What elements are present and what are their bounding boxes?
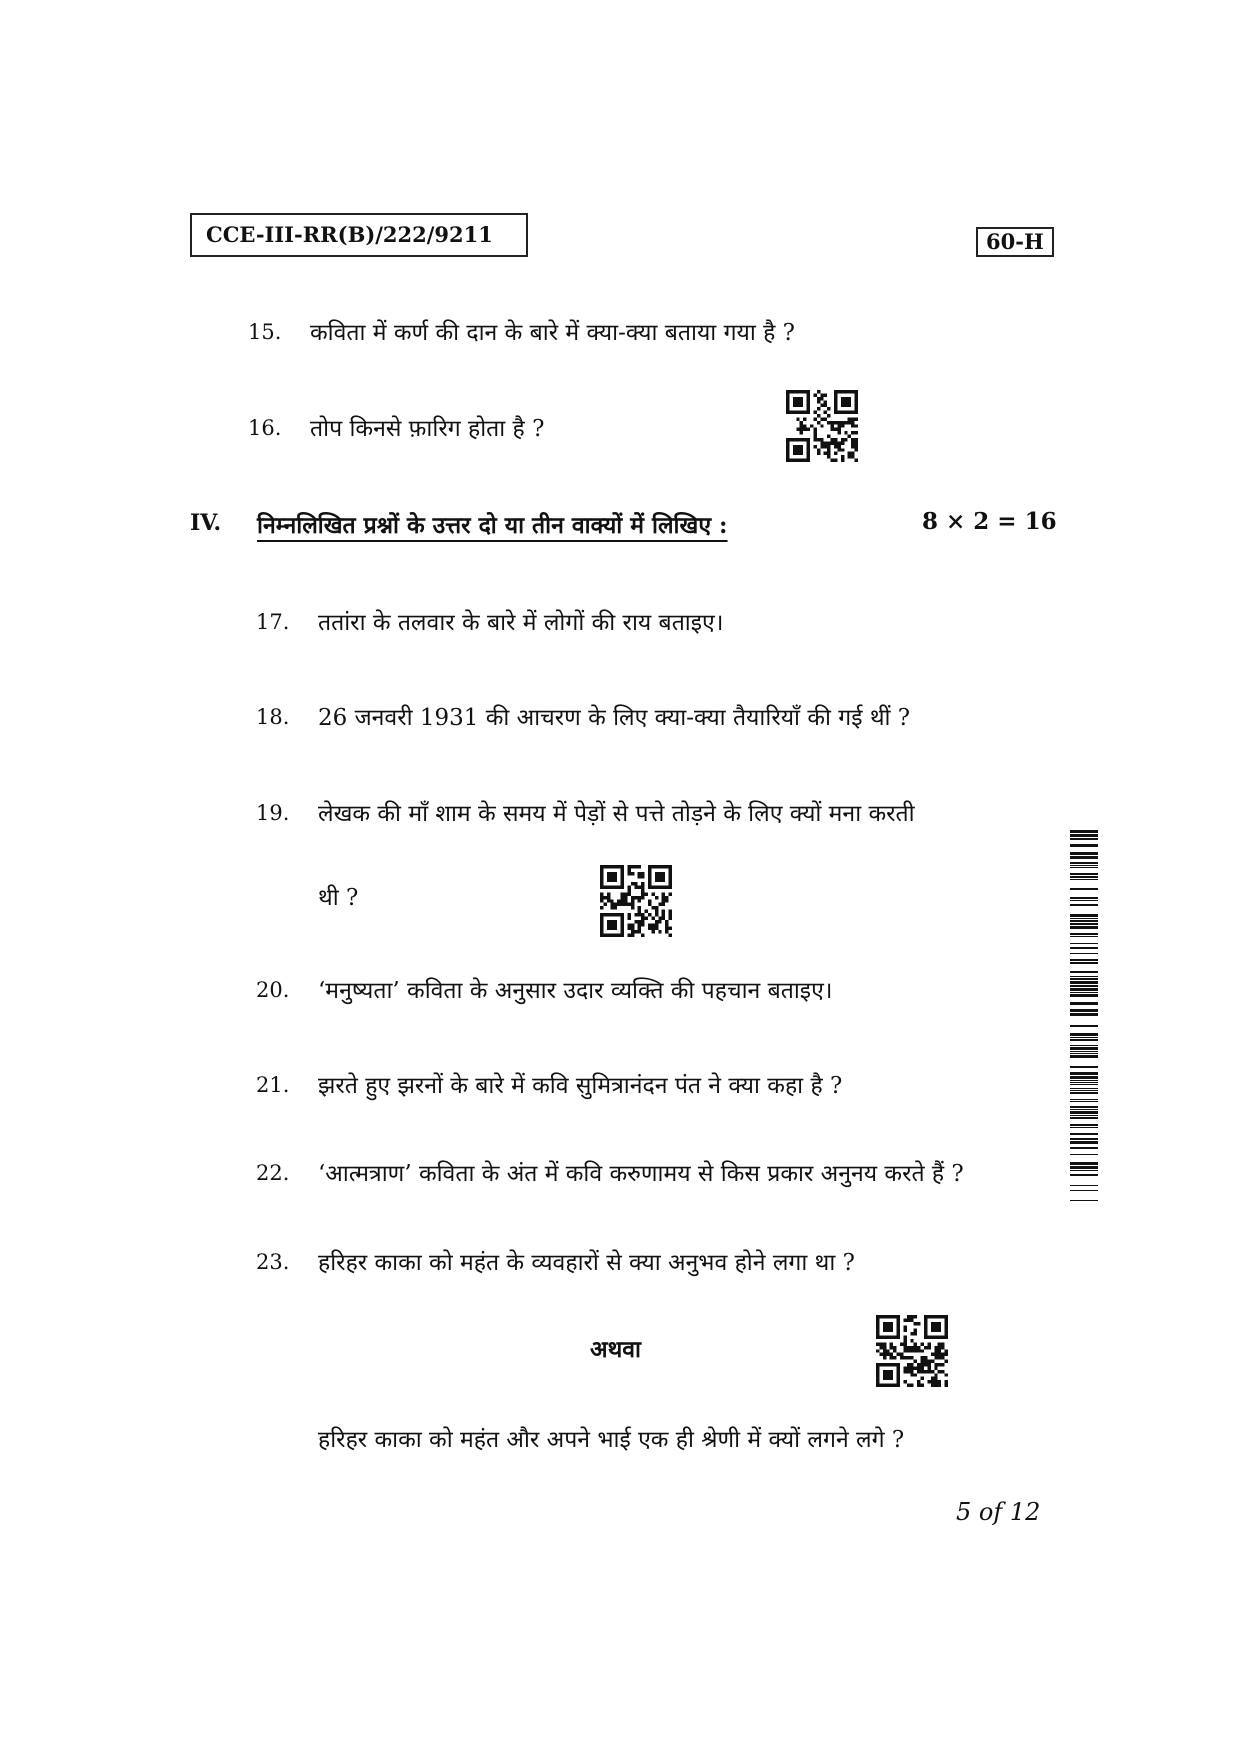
set-code: 60-H bbox=[976, 227, 1054, 257]
question-number: 23. bbox=[256, 1250, 290, 1274]
question-text: झरते हुए झरनों के बारे में कवि सुमित्रानंदन पंत ने क्या कहा है ? bbox=[318, 1073, 843, 1099]
question-number: 16. bbox=[248, 416, 282, 440]
or-label: अथवा bbox=[590, 1336, 642, 1363]
section-title: निम्नलिखित प्रश्नों के उत्तर दो या तीन वाक्यों में लिखिए : bbox=[257, 512, 728, 539]
section-marks: 8 × 2 = 16 bbox=[922, 508, 1057, 535]
page-number: 5 of 12 bbox=[956, 1498, 1041, 1526]
paper-code: CCE-III-RR(B)/222/9211 bbox=[190, 213, 528, 257]
question-number: 17. bbox=[256, 610, 290, 634]
question-text: लेखक की माँ शाम के समय में पेड़ों से पत्ते तोड़ने के लिए क्यों मना करती bbox=[318, 801, 915, 827]
barcode-icon bbox=[1070, 830, 1098, 1202]
question-text: हरिहर काका को महंत के व्यवहारों से क्या अनुभव होने लगा था ? bbox=[318, 1250, 855, 1276]
question-number: 18. bbox=[256, 705, 290, 729]
question-number: 20. bbox=[256, 978, 290, 1002]
question-text: ततांरा के तलवार के बारे में लोगों की राय बताइए। bbox=[318, 610, 724, 636]
question-number: 21. bbox=[256, 1073, 290, 1097]
question-text-continuation: थी ? bbox=[318, 885, 359, 911]
qr-code-icon bbox=[786, 390, 858, 462]
question-text: ‘मनुष्यता’ कविता के अनुसार उदार व्यक्ति की पहचान बताइए। bbox=[318, 978, 833, 1004]
question-number: 15. bbox=[248, 320, 282, 344]
question-number: 22. bbox=[256, 1161, 290, 1185]
question-text: 26 जनवरी 1931 की आचरण के लिए क्या-क्या तैयारियाँ की गई थीं ? bbox=[318, 705, 911, 731]
question-text: ‘आत्मत्राण’ कविता के अंत में कवि करुणामय से किस प्रकार अनुनय करते हैं ? bbox=[318, 1161, 964, 1187]
section-number: IV. bbox=[190, 510, 222, 536]
qr-code-icon bbox=[600, 865, 672, 937]
question-number: 19. bbox=[256, 801, 290, 825]
question-text: कविता में कर्ण की दान के बारे में क्या-क्या बताया गया है ? bbox=[310, 320, 795, 346]
question-text: तोप किनसे फ़ारिग होता है ? bbox=[310, 416, 545, 442]
qr-code-icon bbox=[876, 1315, 948, 1387]
alternate-question-text: हरिहर काका को महंत और अपने भाई एक ही श्रेणी में क्यों लगने लगे ? bbox=[318, 1427, 905, 1453]
